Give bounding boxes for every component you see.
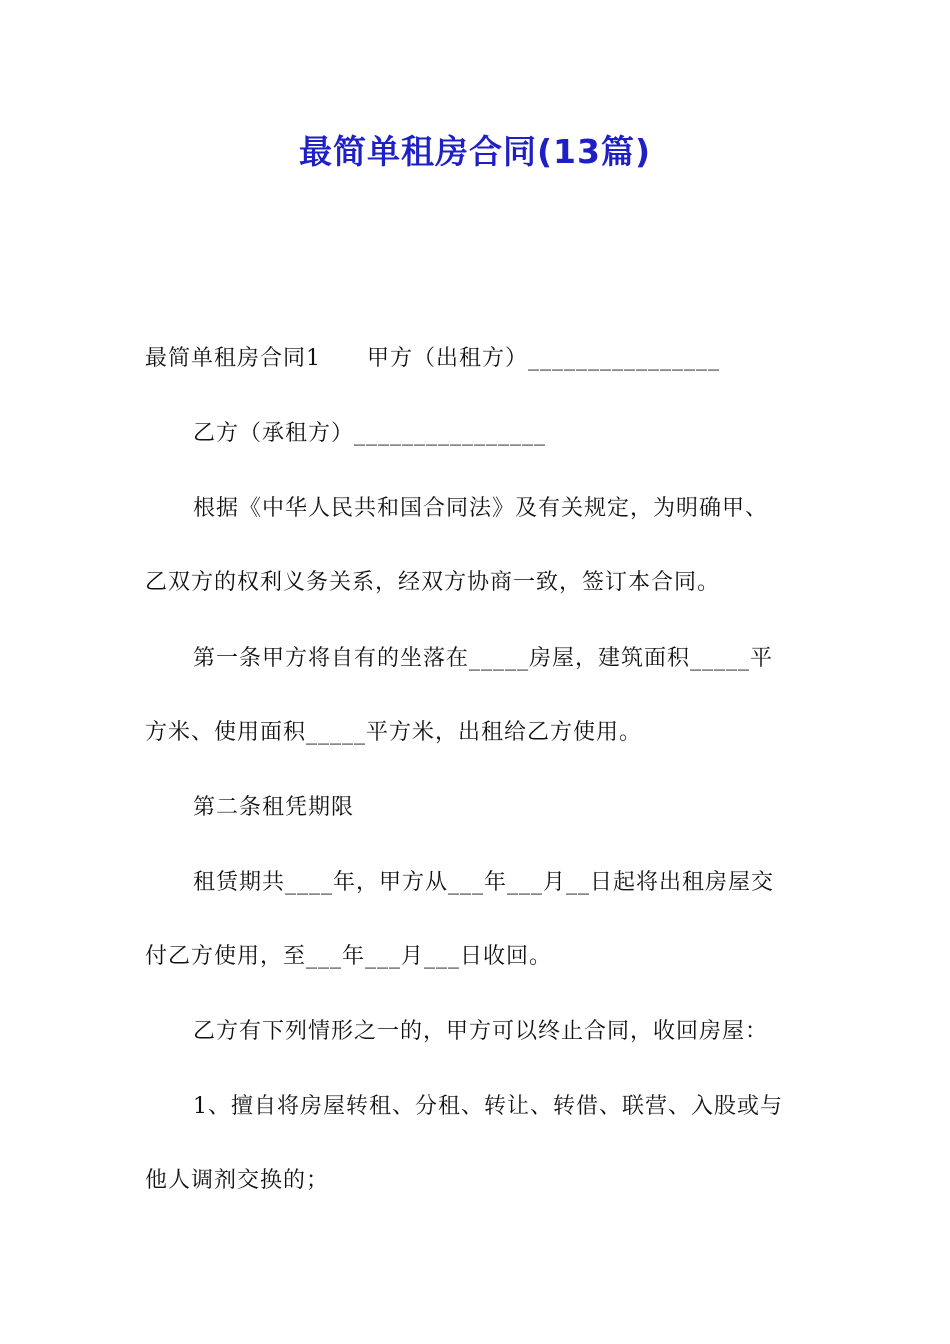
paragraph-line: 第一条甲方将自有的坐落在_____房屋，建筑面积_____平 [193, 646, 774, 671]
paragraph-line: 乙方有下列情形之一的，甲方可以终止合同，收回房屋： [193, 1019, 769, 1044]
paragraph-line: 根据《中华人民共和国合同法》及有关规定，为明确甲、 [193, 496, 769, 521]
paragraph-line: 租赁期共____年，甲方从___年___月__日起将出租房屋交 [193, 870, 775, 895]
list-item-line: 1、擅自将房屋转租、分租、转让、转借、联营、入股或与 [193, 1094, 783, 1119]
paragraph-line: 付乙方使用，至___年___月___日收回。 [145, 944, 553, 969]
paragraph-line: 方米、使用面积_____平方米，出租给乙方使用。 [145, 720, 643, 745]
contract-heading-line: 最简单租房合同1 甲方（出租方）________________ [145, 346, 720, 371]
section-heading: 第二条租凭期限 [193, 795, 355, 820]
paragraph-line: 乙双方的权利义务关系，经双方协商一致，签订本合同。 [145, 570, 721, 595]
paragraph-line: 乙方（承租方）________________ [193, 421, 547, 446]
document-title: 最简单租房合同(13篇) [298, 132, 652, 171]
list-item-line: 他人调剂交换的； [145, 1168, 330, 1193]
